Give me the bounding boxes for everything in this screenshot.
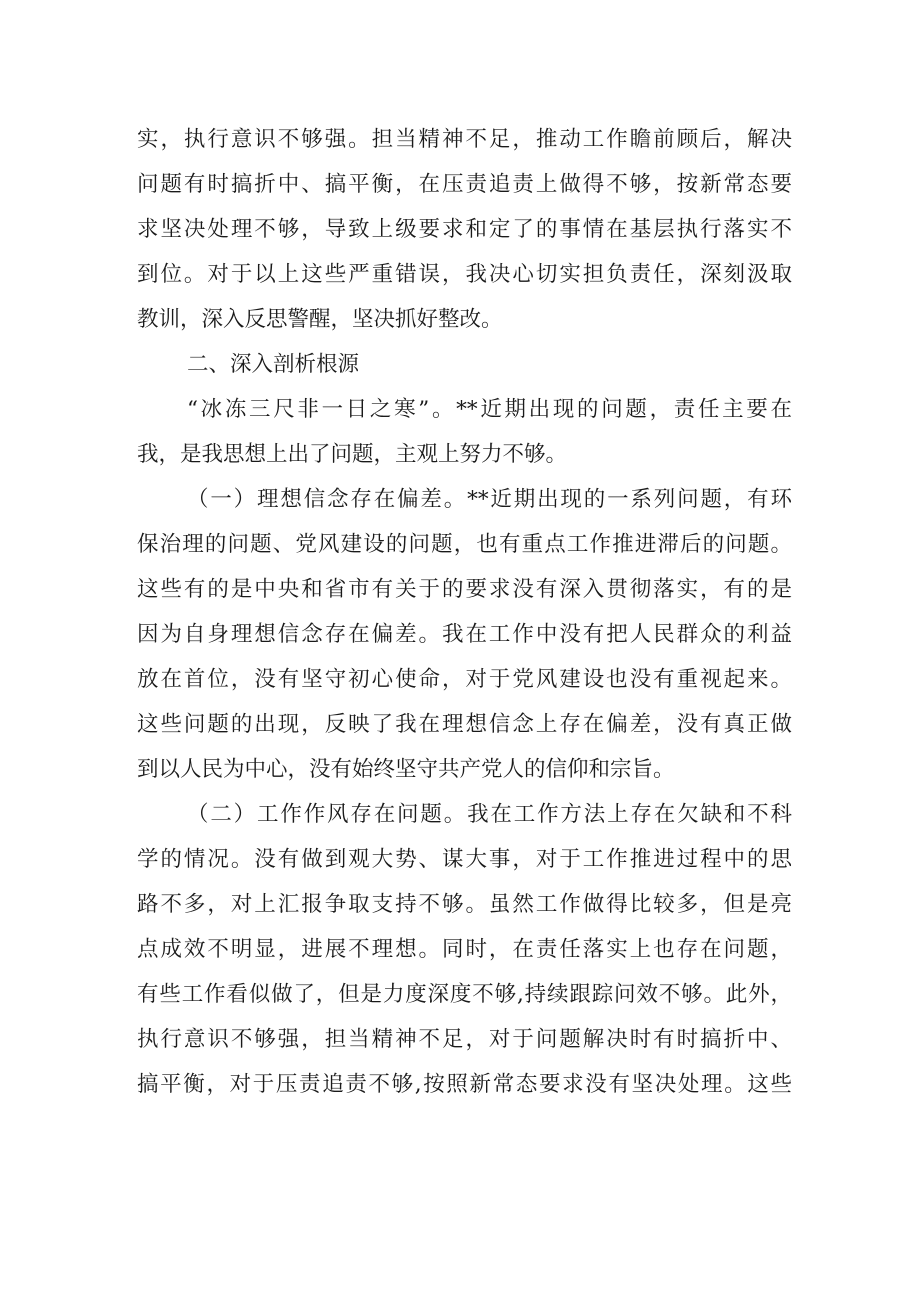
text-line: 到以人民为中心，没有始终坚守共产党人的信仰和宗旨。 bbox=[137, 757, 675, 782]
text-line: 问题有时搞折中、搞平衡，在压责追责上做得不够，按新常态要 bbox=[137, 172, 792, 197]
paragraph-first-line: （一）理想信念存在偏差。**近期出现的一系列问题，有环 bbox=[187, 487, 792, 512]
text-line: 求坚决处理不够，导致上级要求和定了的事情在基层执行落实不 bbox=[137, 217, 792, 242]
text-line: 学的情况。没有做到观大势、谋大事，对于工作推进过程中的思 bbox=[137, 847, 792, 872]
paragraph-first-line: （二）工作作风存在问题。我在工作方法上存在欠缺和不科 bbox=[187, 802, 792, 827]
text-line: 这些有的是中央和省市有关于的要求没有深入贯彻落实，有的是 bbox=[137, 577, 792, 602]
text-line: 执行意识不够强，担当精神不足，对于问题解决时有时搞折中、 bbox=[137, 1027, 792, 1052]
paragraph-first-line: “冰冻三尺非一日之寒”。**近期出现的问题，责任主要在 bbox=[187, 397, 792, 422]
text-line: 实，执行意识不够强。担当精神不足，推动工作瞻前顾后，解决 bbox=[137, 127, 792, 152]
text-line: 放在首位，没有坚守初心使命，对于党风建设也没有重视起来。 bbox=[137, 667, 792, 692]
text-line: 教训，深入反思警醒，坚决抓好整改。 bbox=[137, 307, 503, 332]
text-line: 点成效不明显，进展不理想。同时，在责任落实上也存在问题， bbox=[137, 937, 792, 962]
text-line: 这些问题的出现，反映了我在理想信念上存在偏差，没有真正做 bbox=[137, 712, 792, 737]
text-line: 我，是我思想上出了问题，主观上努力不够。 bbox=[137, 442, 568, 467]
text-line: 保治理的问题、党风建设的问题，也有重点工作推进滞后的问题。 bbox=[137, 532, 792, 557]
text-line: 路不多，对上汇报争取支持不够。虽然工作做得比较多，但是亮 bbox=[137, 892, 792, 917]
text-line: 有些工作看似做了，但是力度深度不够,持续跟踪问效不够。此外， bbox=[137, 982, 792, 1007]
section-heading: 二、深入剖析根源 bbox=[187, 352, 360, 377]
text-line: 因为自身理想信念存在偏差。我在工作中没有把人民群众的利益 bbox=[137, 622, 792, 647]
text-line: 到位。对于以上这些严重错误，我决心切实担负责任，深刻汲取 bbox=[137, 262, 792, 287]
text-line: 搞平衡，对于压责追责不够,按照新常态要求没有坚决处理。这些 bbox=[137, 1072, 792, 1097]
